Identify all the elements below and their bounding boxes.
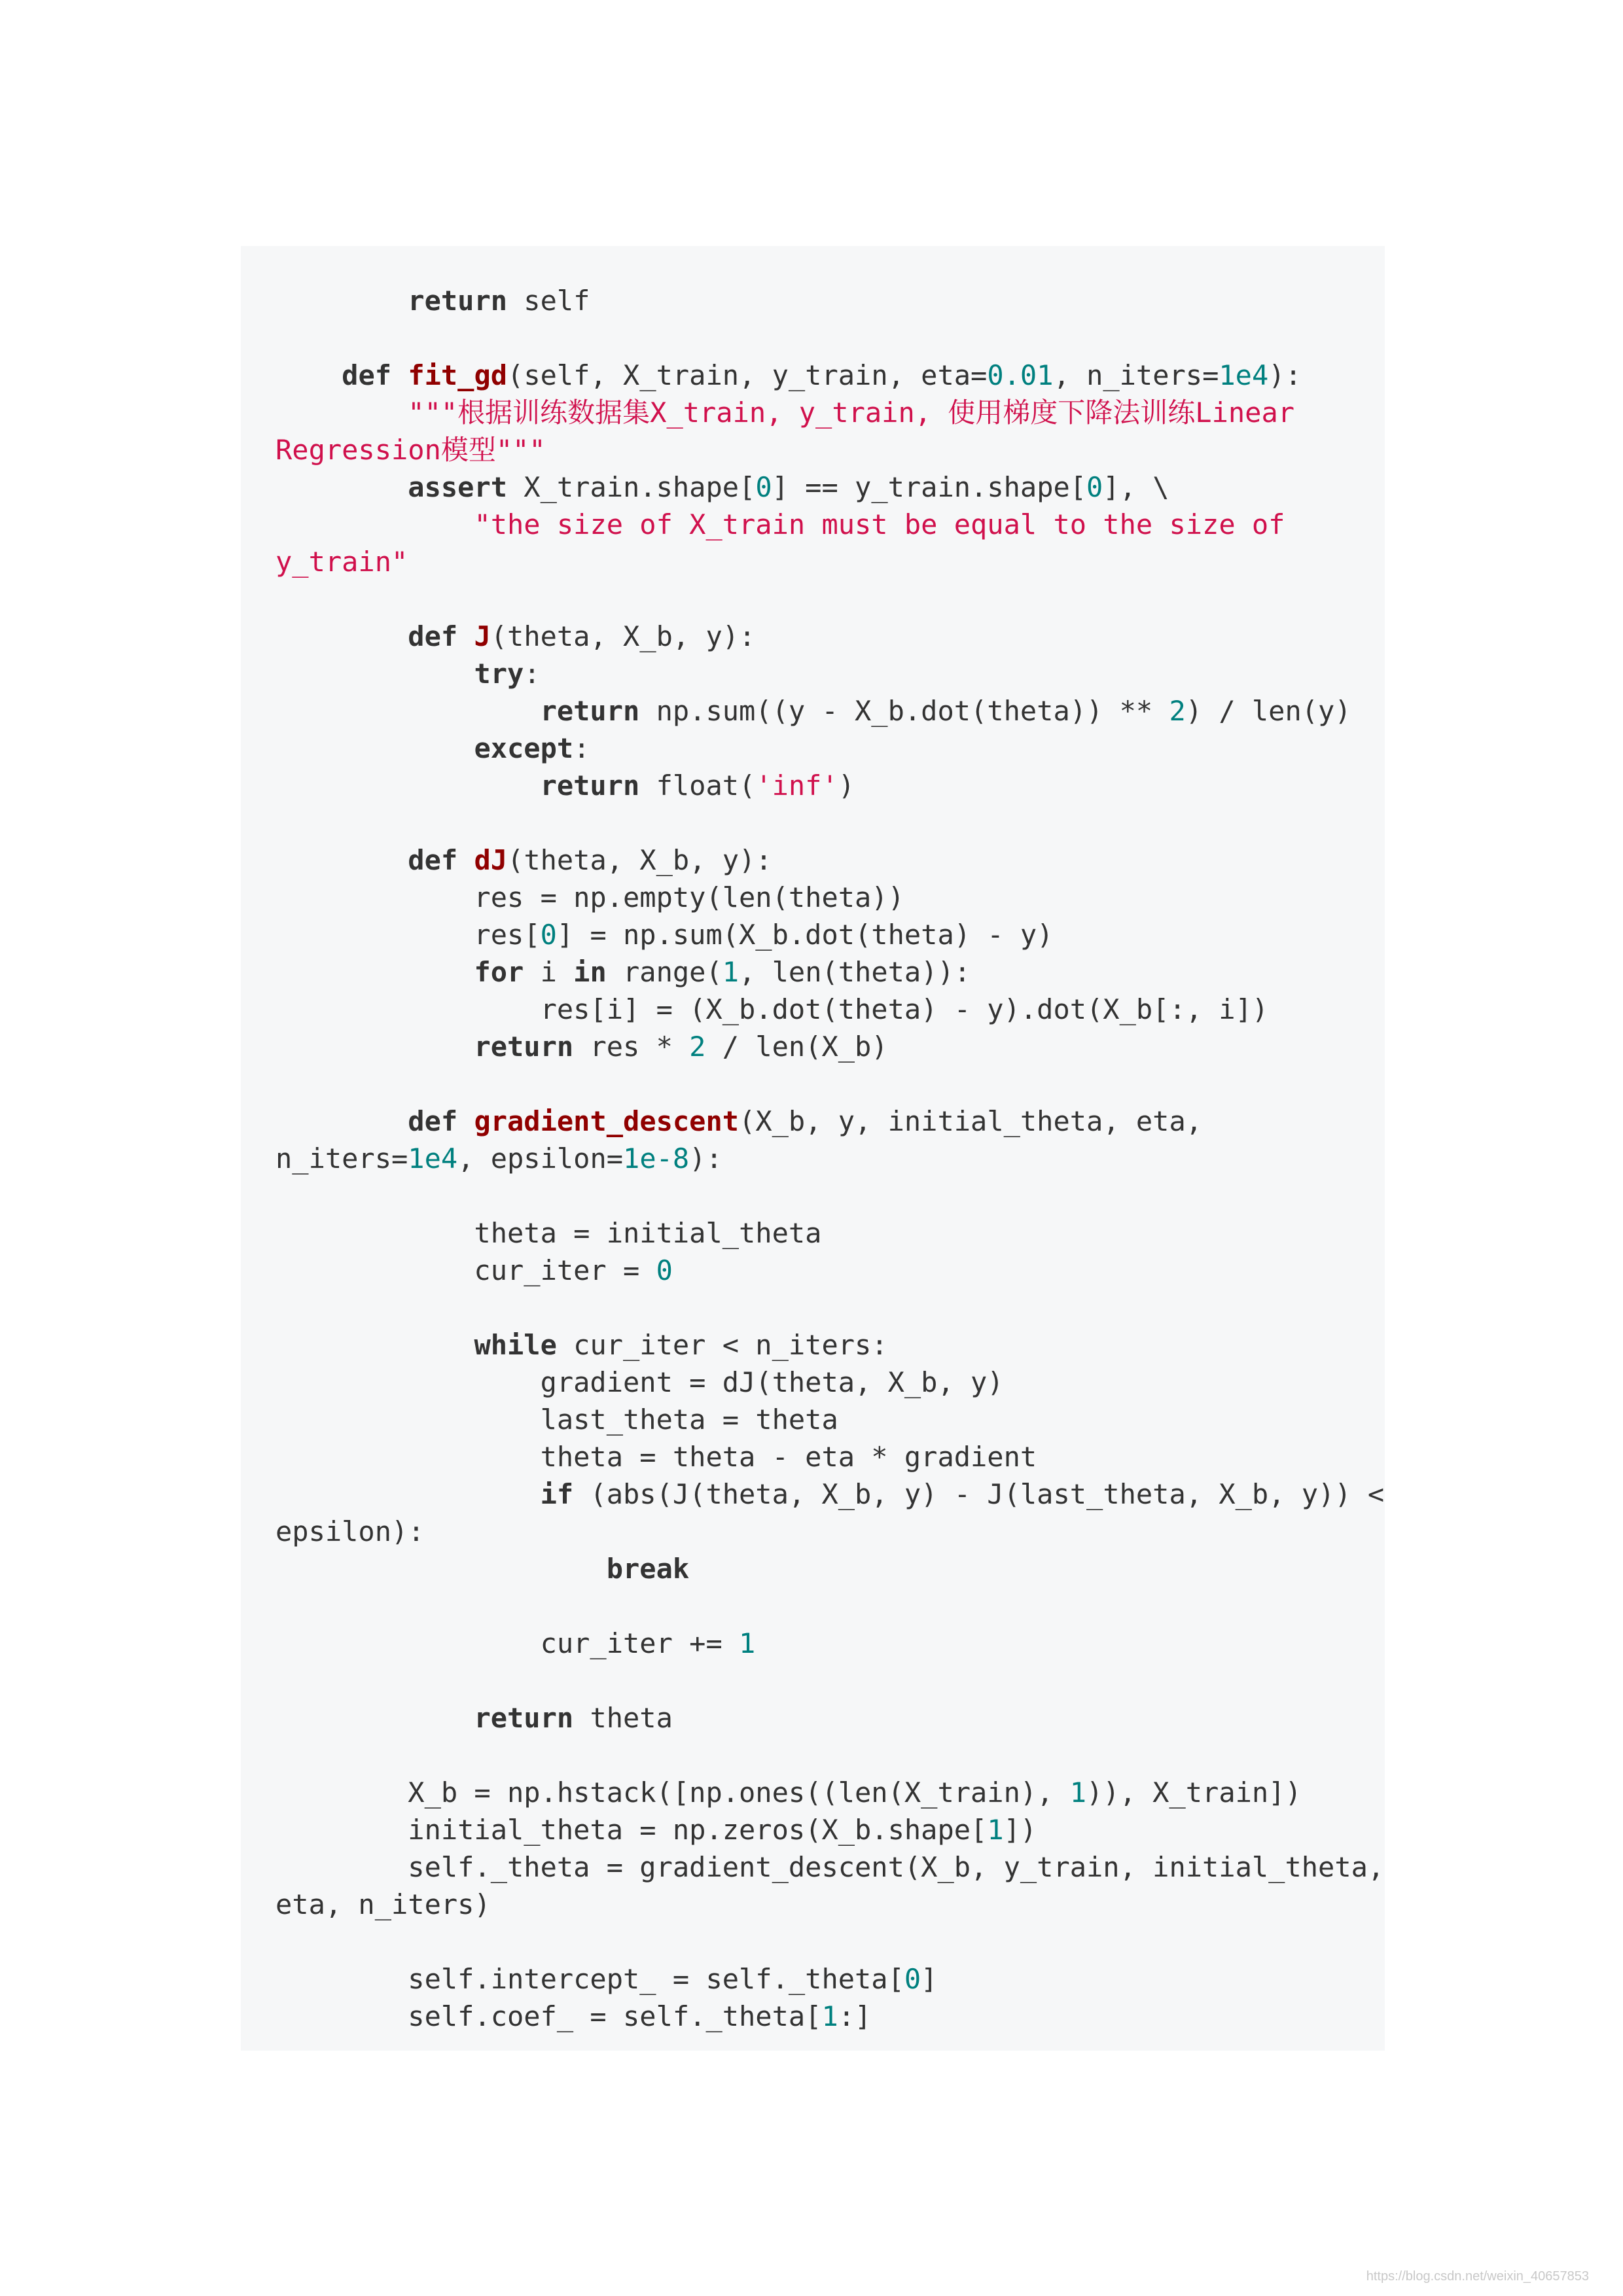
code-token [276, 844, 408, 876]
code-line [276, 692, 1351, 730]
code-token [276, 1553, 607, 1585]
keyword-token: def [408, 620, 458, 652]
code-line [276, 543, 1351, 580]
code-line [276, 618, 1351, 655]
code-token: )), X_train]) [1086, 1776, 1302, 1809]
code-token: self.coef_ = self._theta[ [276, 2000, 822, 2032]
code-line [276, 1923, 1351, 1960]
keyword-token: return [408, 285, 508, 317]
code-line [276, 1438, 1351, 1475]
code-token: / len(X_b) [705, 1031, 888, 1063]
code-token: range( [606, 956, 722, 988]
code-token [276, 1329, 474, 1361]
number-token: 1 [1069, 1776, 1087, 1809]
code-line [276, 879, 1351, 916]
function-name-token: dJ [474, 844, 508, 876]
code-token [276, 285, 408, 317]
code-token: (theta, X_b, y): [490, 620, 756, 652]
code-token: :] [838, 2000, 872, 2032]
code-token: res = np.empty(len(theta)) [276, 881, 904, 913]
number-token: 2 [689, 1031, 706, 1063]
code-token: ] == y_train.shape[ [772, 471, 1087, 503]
code-token: res * [573, 1031, 690, 1063]
keyword-token: return [540, 769, 640, 802]
keyword-token: return [540, 695, 640, 727]
code-token [457, 1105, 474, 1137]
code-token: ): [689, 1142, 722, 1174]
code-token [276, 508, 474, 540]
code-line [276, 730, 1351, 767]
code-token: eta, n_iters) [276, 1888, 491, 1920]
code-token [457, 844, 474, 876]
code-token: theta = initial_theta [276, 1217, 822, 1249]
code-line [276, 468, 1351, 506]
code-token: ], \ [1103, 471, 1169, 503]
number-token: 0.01 [987, 359, 1054, 391]
code-token: epsilon): [276, 1515, 425, 1547]
code-token: ] = np.sum(X_b.dot(theta) - y) [556, 919, 1054, 951]
code-token [276, 695, 541, 727]
code-token [276, 1105, 408, 1137]
code-token: , n_iters= [1053, 359, 1219, 391]
code-token: self._theta = gradient_descent(X_b, y_train, initial_theta, [276, 1851, 1385, 1883]
code-token [276, 956, 474, 988]
code-line [276, 1103, 1351, 1140]
code-line [276, 1625, 1351, 1662]
code-token: (abs(J(theta, X_b, y) - J(last_theta, X_b, y)) < [573, 1478, 1385, 1510]
keyword-token: in [573, 956, 607, 988]
code-line [276, 1214, 1351, 1252]
code-token: , len(theta)): [739, 956, 971, 988]
code-line [276, 1252, 1351, 1289]
code-token: , epsilon= [457, 1142, 624, 1174]
string-token: y_train" [276, 546, 408, 578]
number-token: 1 [722, 956, 740, 988]
function-name-token: fit_gd [408, 359, 508, 391]
code-token: X_b = np.hstack([np.ones((len(X_train), [276, 1776, 1070, 1809]
keyword-token: for [474, 956, 524, 988]
code-line [276, 506, 1351, 543]
code-line [276, 1401, 1351, 1438]
code-token: np.sum((y - X_b.dot(theta)) ** [639, 695, 1169, 727]
code-token [276, 1702, 474, 1734]
keyword-token: return [474, 1702, 574, 1734]
code-line [276, 1513, 1351, 1550]
keyword-token: try [474, 658, 524, 690]
keyword-token: return [474, 1031, 574, 1063]
code-line [276, 1737, 1351, 1774]
string-token: Regression模型""" [276, 434, 546, 466]
watermark-text: https://blog.csdn.net/weixin_40657853 [1366, 2269, 1589, 2284]
code-token: X_train.shape[ [507, 471, 756, 503]
string-token: 'inf' [755, 769, 838, 802]
number-token: 1 [821, 2000, 838, 2032]
code-token: self.intercept_ = self._theta[ [276, 1963, 904, 1995]
code-line [276, 1699, 1351, 1737]
code-token [276, 1478, 541, 1510]
code-token: float( [639, 769, 756, 802]
code-line [276, 1998, 1351, 2035]
keyword-token: def [342, 359, 392, 391]
code-line [276, 1550, 1351, 1587]
function-name-token: J [474, 620, 491, 652]
code-line [276, 1662, 1351, 1699]
number-token: 1e-8 [623, 1142, 690, 1174]
code-line [276, 1065, 1351, 1103]
code-token: i [524, 956, 574, 988]
code-line [276, 1475, 1385, 1513]
code-line [276, 1326, 1351, 1364]
code-token: n_iters= [276, 1142, 408, 1174]
number-token: 1e4 [1219, 359, 1269, 391]
code-token: cur_iter < n_iters: [556, 1329, 888, 1361]
code-token: : [524, 658, 541, 690]
code-line [276, 1848, 1385, 1886]
code-line [276, 767, 1351, 804]
code-line [276, 1886, 1351, 1923]
keyword-token: while [474, 1329, 557, 1361]
string-token: """根据训练数据集X_train, y_train, 使用梯度下降法训练Linear [408, 397, 1295, 429]
code-line [276, 580, 1351, 618]
number-token: 0 [540, 919, 557, 951]
keyword-token: if [540, 1478, 574, 1510]
code-token [276, 658, 474, 690]
code-token: ): [1268, 359, 1302, 391]
code-token [276, 769, 541, 802]
code-line [276, 991, 1351, 1028]
code-token [276, 397, 408, 429]
code-line [276, 1960, 1351, 1998]
code-line [276, 1811, 1351, 1848]
code-line [276, 841, 1351, 879]
code-line [276, 655, 1351, 692]
code-token: ) / len(y) [1185, 695, 1351, 727]
string-token: "the size of X_train must be equal to the size of [474, 508, 1285, 540]
code-token: cur_iter += [276, 1627, 740, 1659]
code-line [276, 282, 1351, 319]
number-token: 0 [656, 1254, 673, 1286]
code-token: res[ [276, 919, 541, 951]
function-name-token: gradient_descent [474, 1105, 740, 1137]
keyword-token: def [408, 844, 458, 876]
code-token: cur_iter = [276, 1254, 656, 1286]
code-line [276, 953, 1351, 991]
code-line [276, 1364, 1351, 1401]
number-token: 2 [1169, 695, 1186, 727]
code-line [276, 804, 1351, 841]
code-token: : [573, 732, 590, 764]
number-token: 0 [904, 1963, 921, 1995]
code-token: ) [838, 769, 855, 802]
code-line [276, 1140, 1351, 1177]
code-line [276, 1774, 1351, 1811]
code-token: ]) [1003, 1814, 1037, 1846]
code-token [276, 620, 408, 652]
code-token: self [507, 285, 590, 317]
code-line [276, 1028, 1351, 1065]
number-token: 0 [755, 471, 772, 503]
code-line [276, 357, 1351, 394]
code-line [276, 394, 1351, 431]
code-token [457, 620, 474, 652]
code-line [276, 1587, 1351, 1625]
code-token: (theta, X_b, y): [507, 844, 772, 876]
code-token: theta = theta - eta * gradient [276, 1441, 1037, 1473]
keyword-token: assert [408, 471, 508, 503]
keyword-token: break [606, 1553, 690, 1585]
code-line [276, 1289, 1351, 1326]
code-token: initial_theta = np.zeros(X_b.shape[ [276, 1814, 988, 1846]
code-token: theta [573, 1702, 673, 1734]
number-token: 1 [739, 1627, 756, 1659]
code-line [276, 319, 1351, 357]
code-token [276, 471, 408, 503]
keyword-token: except [474, 732, 574, 764]
code-token: res[i] = (X_b.dot(theta) - y).dot(X_b[:, i]) [276, 993, 1269, 1025]
code-token: gradient = dJ(theta, X_b, y) [276, 1366, 1004, 1398]
code-token: (X_b, y, initial_theta, eta, [739, 1105, 1203, 1137]
number-token: 1 [987, 1814, 1004, 1846]
code-token [276, 1031, 474, 1063]
code-line [276, 916, 1351, 953]
code-token [276, 732, 474, 764]
number-token: 1e4 [408, 1142, 458, 1174]
code-token: (self, X_train, y_train, eta= [507, 359, 988, 391]
code-token [391, 359, 408, 391]
code-token [276, 359, 342, 391]
number-token: 0 [1086, 471, 1103, 503]
keyword-token: def [408, 1105, 458, 1137]
code-token: ] [921, 1963, 938, 1995]
code-line [276, 431, 1351, 468]
code-lines [276, 282, 1385, 2035]
code-block [241, 246, 1385, 2051]
code-token: last_theta = theta [276, 1404, 838, 1436]
code-line [276, 1177, 1351, 1214]
